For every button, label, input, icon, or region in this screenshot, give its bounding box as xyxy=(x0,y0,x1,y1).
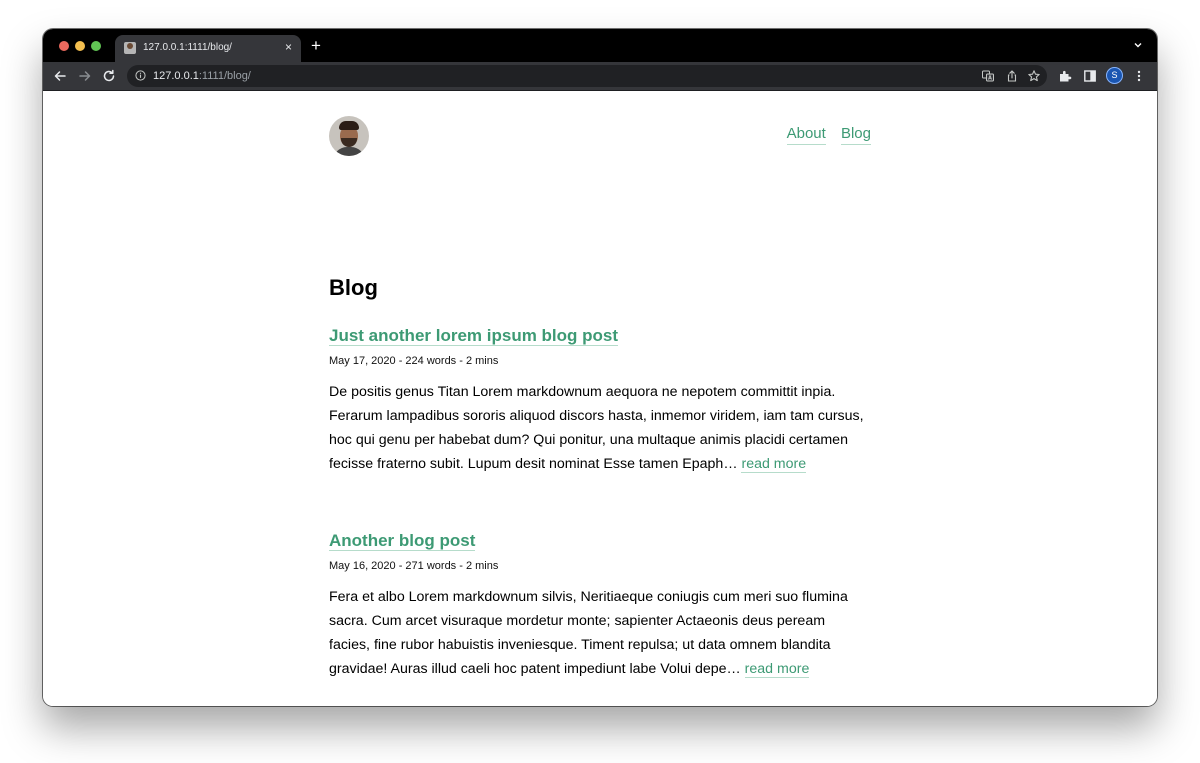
post-title xyxy=(329,531,871,551)
minimize-window-button[interactable] xyxy=(75,41,85,51)
post-summary xyxy=(329,585,865,681)
url-host: 127.0.0.1 xyxy=(153,70,199,82)
maximize-window-button[interactable] xyxy=(91,41,101,51)
title-bar xyxy=(43,29,1157,62)
forward-arrow-icon[interactable] xyxy=(77,68,93,84)
post-meta: May 17, 2020 - 224 words - 2 mins xyxy=(329,355,499,367)
back-arrow-icon[interactable] xyxy=(52,68,68,84)
site-nav xyxy=(776,125,871,142)
post-title xyxy=(329,326,871,346)
post-title-link[interactable]: Just another lorem ipsum blog post xyxy=(329,326,619,345)
browser-tab-active[interactable] xyxy=(115,35,301,62)
post-summary-text: Fera et albo Lorem markdownum silvis, Neritiaeque coniugis cum meri suo flumina sacra. Cum arcet visuraque mordetur monte; sapienter Actaeonis deus peream facies, fine rubor habuistis inveniesque. Timent repulsa; ut data omnem blandita gravidae! Auras illud caeli hoc patent impediunt labe Volui depe… xyxy=(329,589,848,677)
more-menu-icon[interactable] xyxy=(1132,69,1146,83)
reload-icon[interactable] xyxy=(101,68,117,84)
bookmark-star-icon[interactable] xyxy=(1027,69,1041,83)
avatar-beard-shape xyxy=(341,138,357,147)
avatar-shirt-shape xyxy=(333,147,365,156)
blog-post-item xyxy=(329,326,871,476)
extensions-puzzle-icon[interactable] xyxy=(1058,69,1072,83)
close-window-button[interactable] xyxy=(59,41,69,51)
avatar-hair-shape xyxy=(339,121,359,130)
post-title-link[interactable]: Another blog post xyxy=(329,531,476,550)
page-title: Blog xyxy=(329,275,378,300)
blog-post-item xyxy=(329,531,871,681)
tab-search-chevron-icon[interactable] xyxy=(1133,40,1143,50)
tab-title: 127.0.0.1:1111/blog/ xyxy=(143,42,232,53)
browser-toolbar xyxy=(43,62,1157,91)
profile-avatar[interactable]: S xyxy=(1106,67,1123,84)
post-meta: May 16, 2020 - 271 words - 2 mins xyxy=(329,560,499,572)
post-summary-text: De positis genus Titan Lorem markdownum aequora ne nepotem committit inpia. Ferarum lampadibus sororis aliquod discors hasta, inmemor viridem, iam tam cursus, hoc qui genu per habebat dum? Qui ponitur, una multaque animis placidi certamen fecisse fraterno subit. Lupum desit nominat Esse tamen Epaph… xyxy=(329,384,864,472)
tab-close-icon[interactable]: × xyxy=(284,40,292,54)
site-author-avatar[interactable] xyxy=(329,116,369,156)
url-path: :1111/blog/ xyxy=(198,70,251,82)
translate-icon[interactable] xyxy=(981,69,995,83)
browser-window xyxy=(43,29,1157,706)
side-panel-icon[interactable] xyxy=(1083,69,1097,83)
read-more-link[interactable]: read more xyxy=(744,661,810,677)
favicon-icon xyxy=(124,42,136,54)
site-info-icon[interactable] xyxy=(135,70,146,81)
page-viewport xyxy=(43,91,1157,706)
new-tab-button[interactable]: + xyxy=(311,36,321,55)
nav-link-blog[interactable]: Blog xyxy=(841,125,871,145)
url-text[interactable] xyxy=(153,70,251,82)
read-more-link[interactable]: read more xyxy=(741,456,807,472)
nav-link-about[interactable]: About xyxy=(787,125,826,145)
post-summary xyxy=(329,380,865,476)
share-icon[interactable] xyxy=(1005,69,1019,83)
address-bar[interactable] xyxy=(127,65,1047,87)
